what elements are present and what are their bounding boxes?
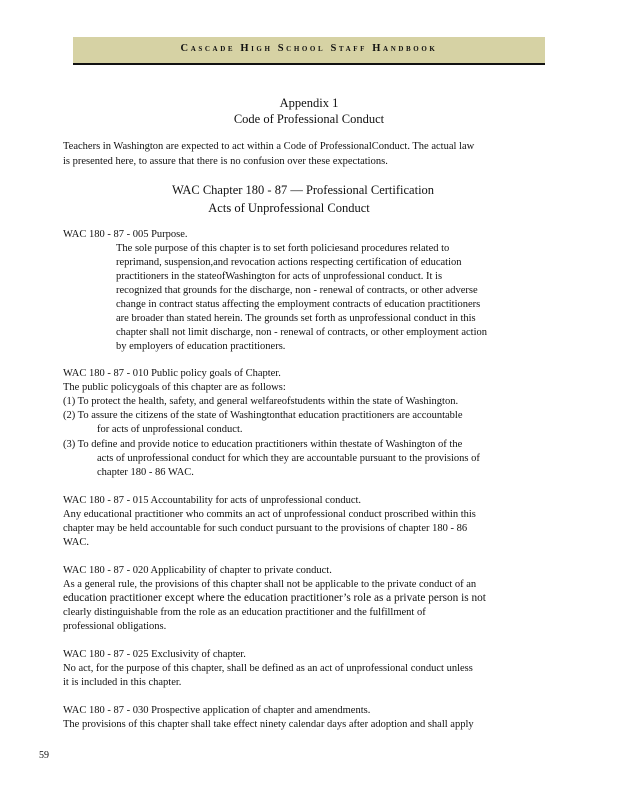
section-line: WAC. — [63, 537, 89, 548]
section-line: No act, for the purpose of this chapter, shall be defined as an act of unprofessional conduct unless — [63, 663, 473, 674]
section-line: Any educational practitioner who commits an act of unprofessional conduct proscribed within this — [63, 509, 476, 520]
section-heading: WAC 180 - 87 - 025 Exclusivity of chapter. — [63, 649, 246, 660]
section-line: recognized that grounds for the discharge, non - renewal of contracts, or other adverse — [116, 285, 478, 296]
section-line: education practitioner except where the education practitioner’s role as a private person is not — [63, 592, 486, 604]
section-line: chapter may be held accountable for such conduct pursuant to the provisions of chapter 180 - 86 — [63, 523, 468, 534]
section-line: are broader than stated herein. The grounds set forth as unprofessional conduct in this — [116, 313, 476, 324]
section-line: change in contract status affecting the employment contracts of education practitioners — [116, 299, 481, 310]
list-item: (3) To define and provide notice to education practitioners within thestate of Washington of the — [63, 439, 463, 450]
section-line: by employers of education practitioners. — [116, 341, 286, 352]
section-line: reprimand, suspension,and revocation actions respecting certification of education — [116, 257, 462, 268]
page-number: 59 — [39, 750, 49, 761]
wac-chapter-title: WAC Chapter 180 - 87 — Professional Certification — [171, 183, 435, 197]
section-line: it is included in this chapter. — [63, 677, 182, 688]
section-heading: WAC 180 - 87 - 030 Prospective application of chapter and amendments. — [63, 705, 371, 716]
intro-line: Teachers in Washington are expected to act within a Code of ProfessionalConduct. The actual law — [63, 141, 475, 152]
appendix-title: Appendix 1 — [279, 96, 339, 110]
intro-line: is presented here, to assure that there is no confusion over these expectations. — [63, 156, 388, 167]
section-line: professional obligations. — [63, 621, 167, 632]
section-line: practitioners in the stateofWashington for acts of unprofessional conduct. It is — [116, 271, 443, 282]
handbook-title: Cascade High School Staff Handbook — [180, 43, 438, 54]
header-rule — [73, 63, 545, 65]
appendix-subtitle: Code of Professional Conduct — [233, 112, 385, 126]
section-line: The sole purpose of this chapter is to set forth policiesand procedures related to — [116, 243, 450, 254]
section-heading: WAC 180 - 87 - 010 Public policy goals of Chapter. — [63, 368, 281, 379]
section-heading: WAC 180 - 87 - 005 Purpose. — [63, 229, 188, 240]
section-lead: The public policygoals of this chapter are as follows: — [63, 382, 286, 393]
section-heading: WAC 180 - 87 - 015 Accountability for acts of unprofessional conduct. — [63, 495, 362, 506]
section-line: chapter shall not limit discharge, non - renewal of contracts, or other employment action — [116, 327, 487, 338]
list-item-continuation: chapter 180 - 86 WAC. — [97, 467, 194, 478]
list-item: (1) To protect the health, safety, and general welfareofstudents within the state of Washington. — [63, 396, 459, 407]
list-item: (2) To assure the citizens of the state of Washingtonthat education practitioners are accountable — [63, 410, 463, 421]
list-item-continuation: acts of unprofessional conduct for which they are accountable pursuant to the provisions of — [97, 453, 480, 464]
section-line: clearly distinguishable from the role as an education practitioner and the fulfillment of — [63, 607, 426, 618]
wac-chapter-subtitle: Acts of Unprofessional Conduct — [208, 201, 370, 215]
list-item-continuation: for acts of unprofessional conduct. — [97, 424, 243, 435]
section-line: As a general rule, the provisions of this chapter shall not be applicable to the private conduct of an — [63, 579, 477, 590]
section-line: The provisions of this chapter shall take effect ninety calendar days after adoption and shall apply — [63, 719, 474, 730]
section-heading: WAC 180 - 87 - 020 Applicability of chapter to private conduct. — [63, 565, 332, 576]
